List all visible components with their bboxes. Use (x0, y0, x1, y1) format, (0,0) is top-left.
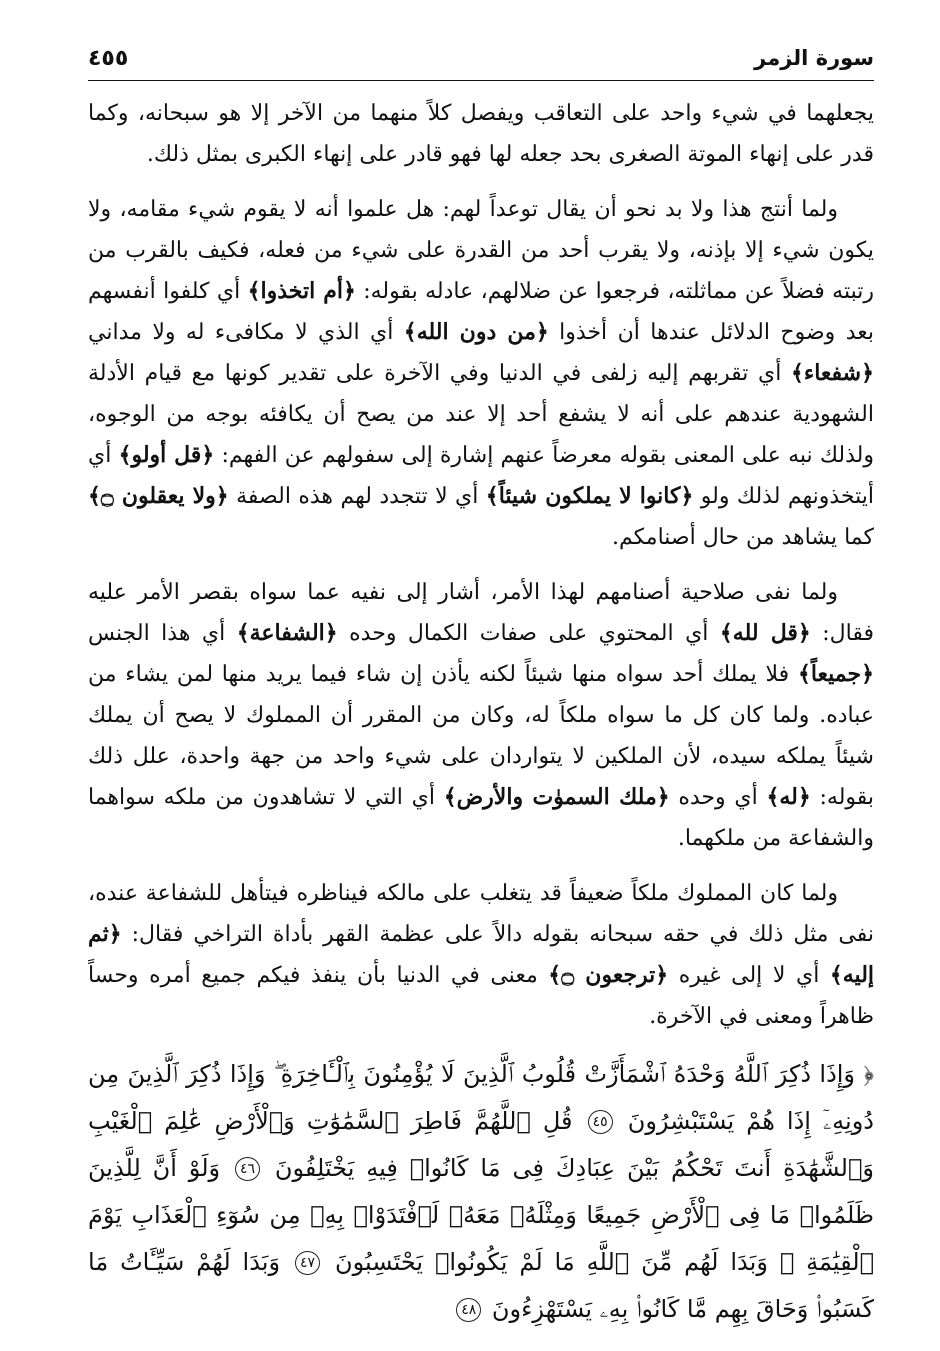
verse-47-text: وَلَوْ أَنَّ لِلَّذِينَ ظَلَمُوا۟ مَا فِى ٱلْأَرْضِ جَمِيعًا وَمِثْلَهُۥ مَعَهُۥ لَٱفْتَدَوْا۟ بِهِۦ مِن سُوٓءِ ٱلْعَذَابِ يَوْمَ ٱلْقِيَٰمَةِ ۚ وَبَدَا لَهُم مِّنَ ٱللَّهِ مَا لَمْ يَكُونُوا۟ يَحْتَسِبُونَ (88, 1154, 874, 1276)
paragraph-text: أي التي لا تشاهدون من ملكه سواهما والشفاعة من ملكهما. (88, 785, 874, 851)
paragraph-text: أي لا إلى غيره (668, 963, 830, 988)
quran-quote: ﴿أم اتخذوا﴾ (247, 278, 356, 304)
paragraph-text: أي المحتوي على صفات الكمال وحده (337, 621, 720, 646)
paragraph-4 (88, 873, 874, 1037)
paragraph-text: أي الذي لا مكافىء له ولا مداني (88, 320, 404, 345)
paragraph-text: أي كلفوا أنفسهم بعد وضوح الدلائل عندها أن أخذوا (88, 279, 874, 345)
paragraph-1 (88, 93, 874, 175)
quran-quote: ﴿جميعاً﴾ (797, 661, 874, 687)
verse-45-text: ﴿ وَإِذَا ذُكِرَ ٱللَّهُ وَحْدَهُ ٱشْمَأَزَّتْ قُلُوبُ ٱلَّذِينَ لَا يُؤْمِنُونَ بِٱلْـَٔاخِرَةِ ۖ وَإِذَا ذُكِرَ ٱلَّذِينَ مِن دُونِهِۦٓ إِذَا هُمْ يَسْتَبْشِرُونَ (88, 1060, 874, 1135)
paragraph-text: ولما كان المملوك ملكاً ضعيفاً قد يتغلب على مالكه فيناظره فيتأهل للشفاعة عنده، نفى مثل ذلك في حقه سبحانه بقوله دالاً على عظمة القهر بأداة التراخي فقال: (88, 881, 874, 947)
surah-title: سورة الزمر (754, 46, 874, 70)
quran-quote: ﴿له﴾ (766, 784, 811, 810)
quran-quote: ﴿قل أولو﴾ (118, 442, 215, 468)
quran-verses-block (88, 1051, 874, 1330)
quran-quote: ﴿ثم إليه﴾ (88, 921, 874, 988)
verse-number-marker: ٤٦ (235, 1157, 260, 1181)
commentary-text (88, 93, 874, 1037)
verse-number-marker: ٤٧ (295, 1251, 320, 1275)
verse-number-marker: ٤٨ (456, 1298, 481, 1322)
quran-quote: ﴿كانوا لا يملكون شيئاً﴾ (485, 483, 694, 509)
page-number: ٤٥٥ (88, 46, 129, 71)
paragraph-text: أي لا تتجدد لهم هذه الصفة (228, 484, 486, 509)
verse-46-text: قُلِ ٱللَّهُمَّ فَاطِرَ ٱلسَّمَٰوَٰتِ وَٱلْأَرْضِ عَٰلِمَ ٱلْغَيْبِ وَٱلشَّهَٰدَةِ أَنتَ تَحْكُمُ بَيْنَ عِبَادِكَ فِى مَا كَانُوا۟ فِيهِ يَخْتَلِفُونَ (88, 1107, 874, 1182)
page-header (88, 40, 874, 81)
quran-quote: ﴿الشفاعة﴾ (236, 620, 338, 646)
paragraph-text: أي هذا الجنس (88, 621, 237, 646)
quran-quote: ﴿ولا يعقلون ۝﴾ (88, 483, 229, 509)
verse-number-marker: ٤٥ (588, 1110, 613, 1134)
verse-48-text: وَبَدَا لَهُمْ سَيِّـَٔاتُ مَا كَسَبُوا۟ وَحَاقَ بِهِم مَّا كَانُوا۟ بِهِۦ يَسْتَهْزِءُونَ (88, 1248, 874, 1323)
quran-quote: ﴿ملك السموٰت والأرض﴾ (443, 784, 670, 810)
paragraph-text: معنى في الدنيا بأن ينفذ فيكم جميع أمره وحساً ظاهراً ومعنى في الآخرة. (88, 963, 874, 1029)
paragraph-text: أي تقربهم إليه زلفى في الدنيا وفي الآخرة على تقدير كونها مع قيام الأدلة الشهودية عندهم على أنه لا يشفع أحد إلا عند من يصح أن يكافئه بوجه من الوجوه، ولذلك نبه على المعنى بقوله معرضاً عنهم إشارة إلى سفولهم عن الفهم: (88, 361, 874, 468)
quran-quote: ﴿قل لله﴾ (719, 620, 811, 646)
book-page (88, 40, 874, 1330)
paragraph-text: ولما أنتج هذا ولا بد نحو أن يقال توعداً لهم: هل علموا أنه لا يقوم شيء مقامه، ولا يكون شيء إلا بإذنه، ولا يقرب أحد من القدرة على شيء من فعله، فكيف بالقرب من رتبته فضلاً عن مماثلته، فرجعوا عن ضلالهم، عادله بقوله: (88, 197, 874, 304)
quran-quote: ﴿شفعاء﴾ (790, 360, 874, 386)
quran-quote: ﴿من دون الله﴾ (403, 319, 549, 345)
paragraph-2 (88, 189, 874, 558)
paragraph-text: يجعلهما في شيء واحد على التعاقب ويفصل كلاً منهما من الآخر إلا هو سبحانه، وكما قدر على إنهاء الموتة الصغرى بحد جعله لها فهو قادر على إنهاء الكبرى بمثل ذلك. (88, 101, 874, 167)
paragraph-text: ولما نفى صلاحية أصنامهم لهذا الأمر، أشار إلى نفيه عما سواه بقصر الأمر عليه فقال: (88, 580, 874, 646)
paragraph-text: أي وحده (669, 785, 767, 810)
paragraph-text: كما يشاهد من حال أصنامكم. (612, 525, 874, 550)
paragraph-text: فلا يملك أحد سواه منها شيئاً لكنه يأذن إن شاء فيما يريد منها لمن يشاء من عباده. ولما كان كل ما سواه ملكاً له، وكان من المقرر أن المملوك لا يصح أن يملك شيئاً يملكه سيده، لأن الملكين لا يتواردان على شيء واحد من جهة واحدة، علل ذلك بقوله: (88, 662, 874, 810)
paragraph-text: أي أيتخذونهم لذلك ولو (88, 443, 874, 509)
paragraph-3 (88, 572, 874, 859)
quran-quote: ﴿ترجعون ۝﴾ (548, 962, 669, 988)
